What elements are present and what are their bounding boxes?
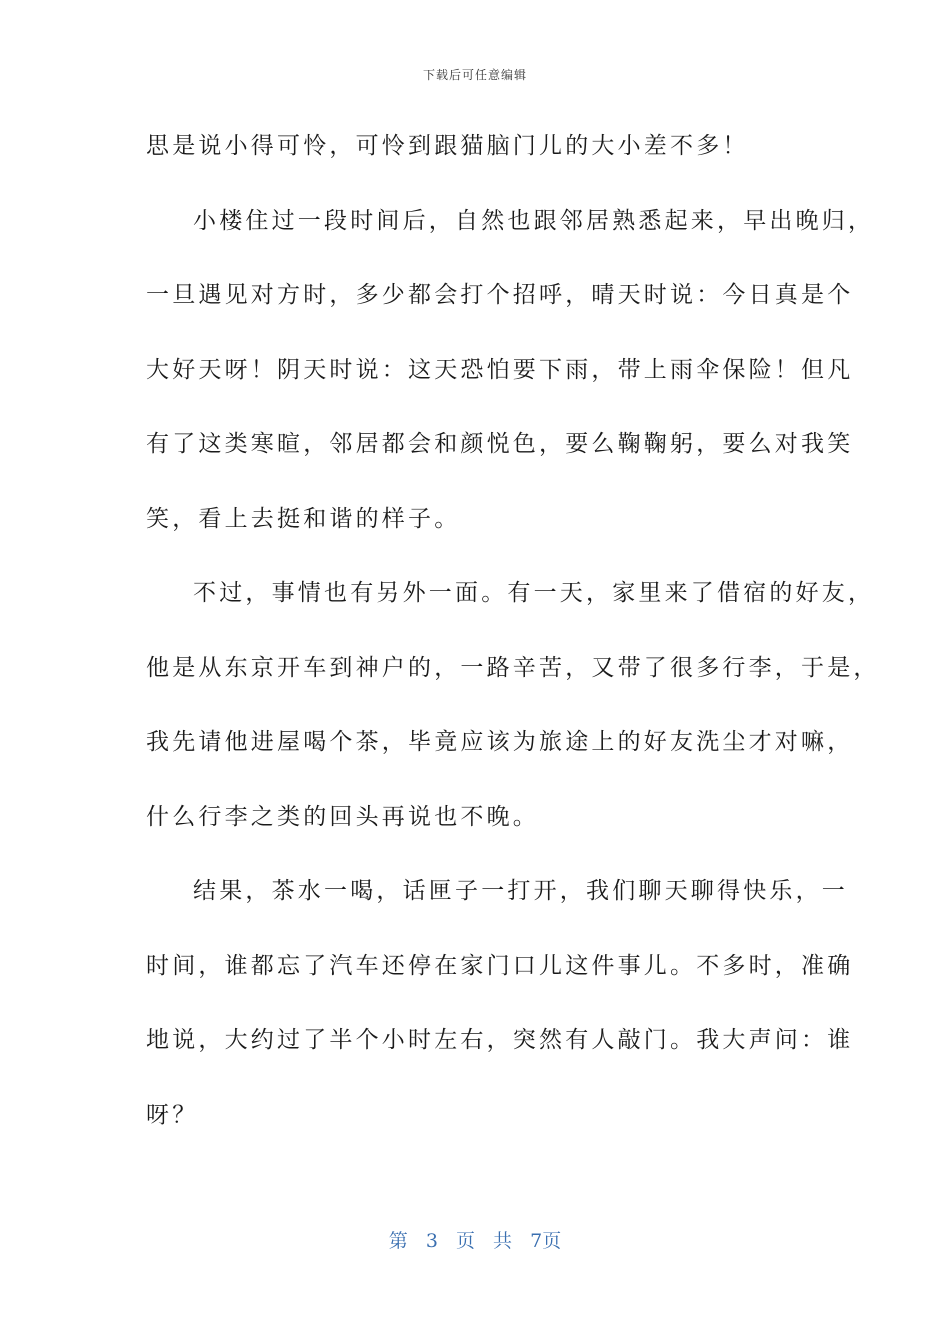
footer-total-pages: 7页 (530, 1230, 562, 1252)
text-line: 时间，谁都忘了汽车还停在家门口儿这件事儿。不多时，准确 (146, 952, 854, 979)
footer-current-page: 3 (425, 1230, 438, 1252)
document-body (146, 126, 880, 1169)
text-line: 一旦遇见对方时，多少都会打个招呼，晴天时说：今日真是个 (146, 282, 854, 308)
text-line: 有了这类寒暄，邻居都会和颜悦色，要么鞠鞠躬，要么对我笑 (146, 431, 854, 457)
text-line: 呀？ (146, 1101, 199, 1128)
text-line: 我先请他进屋喝个茶，毕竟应该为旅途上的好友洗尘才对嘛， (146, 729, 854, 755)
text-line: 他是从东京开车到神户的，一路辛苦，又带了很多行李，于是， (146, 654, 880, 681)
text-line: 不过，事情也有另外一面。有一天，家里来了借宿的好友， (193, 580, 875, 606)
footer-prefix: 第 (388, 1230, 408, 1252)
text-line: 笑，看上去挺和谐的样子。 (146, 505, 461, 532)
text-line: 地说，大约过了半个小时左右，突然有人敲门。我大声问：谁 (146, 1027, 854, 1053)
text-line: 小楼住过一段时间后，自然也跟邻居熟悉起来，早出晚归， (193, 207, 875, 234)
page-footer (0, 1226, 950, 1253)
text-line: 什么行李之类的回头再说也不晚。 (146, 803, 539, 830)
text-line: 思是说小得可怜，可怜到跟猫脑门儿的大小差不多！ (146, 133, 749, 159)
page-header-note: 下载后可任意编辑 (422, 68, 527, 82)
text-line: 大好天呀！阴天时说：这天恐怕要下雨，带上雨伞保险！但凡 (146, 356, 854, 383)
footer-total-word: 共 (493, 1230, 513, 1252)
text-line: 结果，茶水一喝，话匣子一打开，我们聊天聊得快乐，一 (193, 878, 848, 904)
footer-page-word: 页 (455, 1230, 475, 1252)
